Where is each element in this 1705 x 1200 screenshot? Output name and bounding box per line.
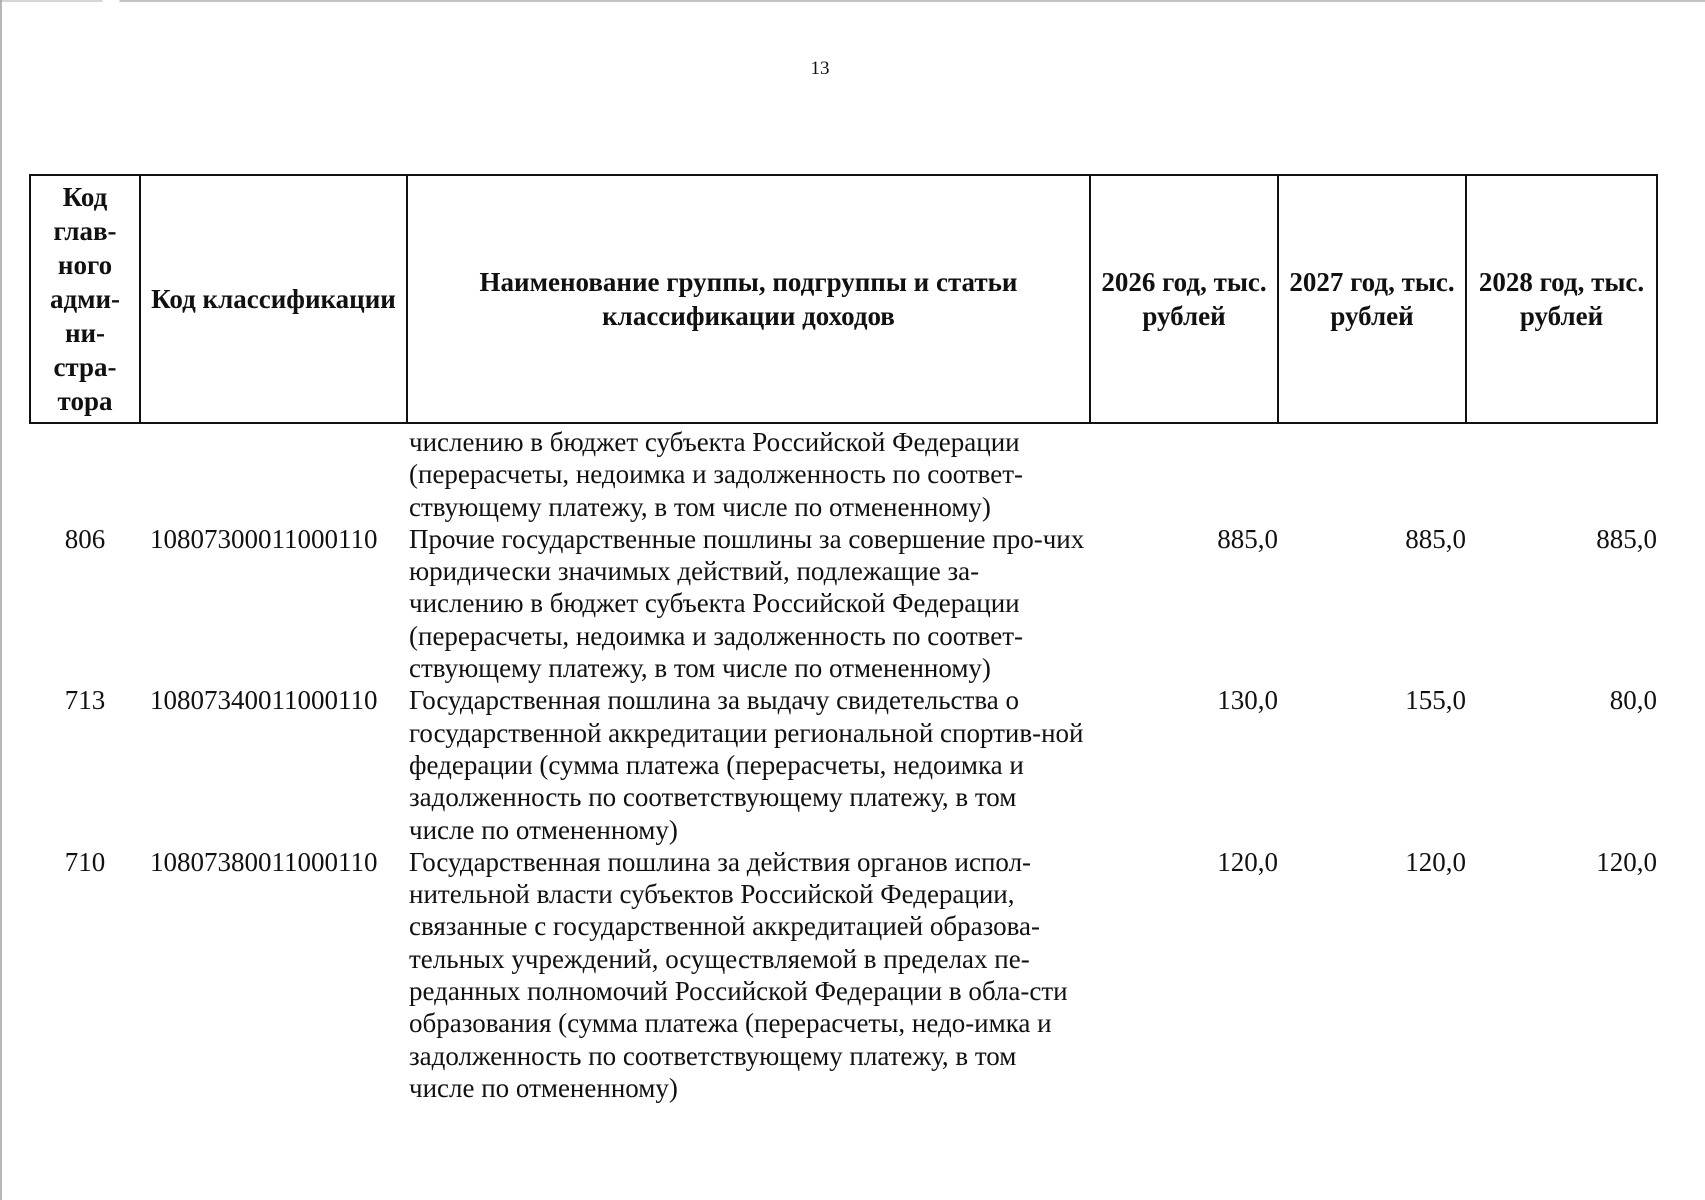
scan-edge-left [0, 0, 2, 1200]
header-2026: 2026 год, тыс. рублей [1090, 175, 1278, 423]
header-admin-code-text: Код глав- ного адми- ни- стра- тора [49, 182, 121, 416]
cell-2026: 120,0 [1217, 846, 1278, 877]
cell-2027 [1278, 423, 1466, 523]
cell-code: 10807380011000110 [150, 846, 378, 877]
cell-2027: 155,0 [1405, 685, 1466, 716]
cell-2028 [1466, 423, 1657, 523]
cell-admin: 713 [64, 685, 106, 716]
header-2028: 2028 год, тыс. рублей [1466, 175, 1657, 423]
cell-name: числению в бюджет субъекта Российской Федерации (перерасчеты, недоимка и задолженность по соответ-ствующему платежу, в том числе по отмененному) [409, 427, 1024, 522]
cell-2027: 885,0 [1405, 523, 1466, 554]
cell-name: Прочие государственные пошлины за совершение про-чих юридически значимых действий, подлежащие за-числению в бюджет субъекта Российской Федерации (перерасчеты, недоимка и задолженность по соответ-ствующему платежу, в том числе по отмененному) [409, 523, 1085, 684]
cell-name: Государственная пошлина за выдачу свидетельства о государственной аккредитации региональной спортив-ной федерации (сумма платежа (перерасчеты, недоимка и задолженность по соответствующему платежу, в том числе по отмененному) [409, 685, 1084, 845]
cell-name: Государственная пошлина за действия органов испол-нительной власти субъектов Российской Федерации, связанные с государственной аккредитацией образова-тельных учреждений, осуществляемой в пределах пе-реданных полномочий Российской Федерации в обла-сти образования (сумма платежа (перерасчеты, недо-имка и задолженность по соответствующему платежу, в том числе по отмененному) [409, 846, 1068, 1103]
cell-code [140, 423, 407, 523]
table-row [30, 684, 1657, 845]
header-row [30, 175, 1657, 423]
cell-admin [30, 423, 140, 523]
header-2027: 2027 год, тыс. рублей [1278, 175, 1466, 423]
cell-2028: 885,0 [1596, 523, 1657, 554]
cell-2028: 120,0 [1596, 846, 1657, 877]
cell-2026 [1090, 423, 1278, 523]
cell-2028: 80,0 [1609, 685, 1657, 716]
cell-admin: 806 [64, 523, 106, 554]
revenue-table [29, 174, 1658, 1104]
table-header [30, 175, 1657, 423]
header-admin-code [30, 175, 140, 423]
cell-code: 10807340011000110 [150, 685, 378, 716]
cell-2027: 120,0 [1405, 846, 1466, 877]
cell-2026: 885,0 [1217, 523, 1278, 554]
cell-code: 10807300011000110 [150, 523, 378, 554]
cell-admin: 710 [64, 846, 106, 877]
table-row [30, 423, 1657, 523]
table-row [30, 523, 1657, 684]
revenue-table-container [29, 174, 1656, 1104]
page-number: 13 [810, 58, 830, 79]
header-classification-code: Код классификации [140, 175, 407, 423]
scan-edge-top [0, 0, 1705, 2]
cell-2026: 130,0 [1217, 685, 1278, 716]
table-body [30, 423, 1657, 1104]
header-name: Наименование группы, подгруппы и статьи классификации доходов [407, 175, 1090, 423]
table-row [30, 846, 1657, 1104]
